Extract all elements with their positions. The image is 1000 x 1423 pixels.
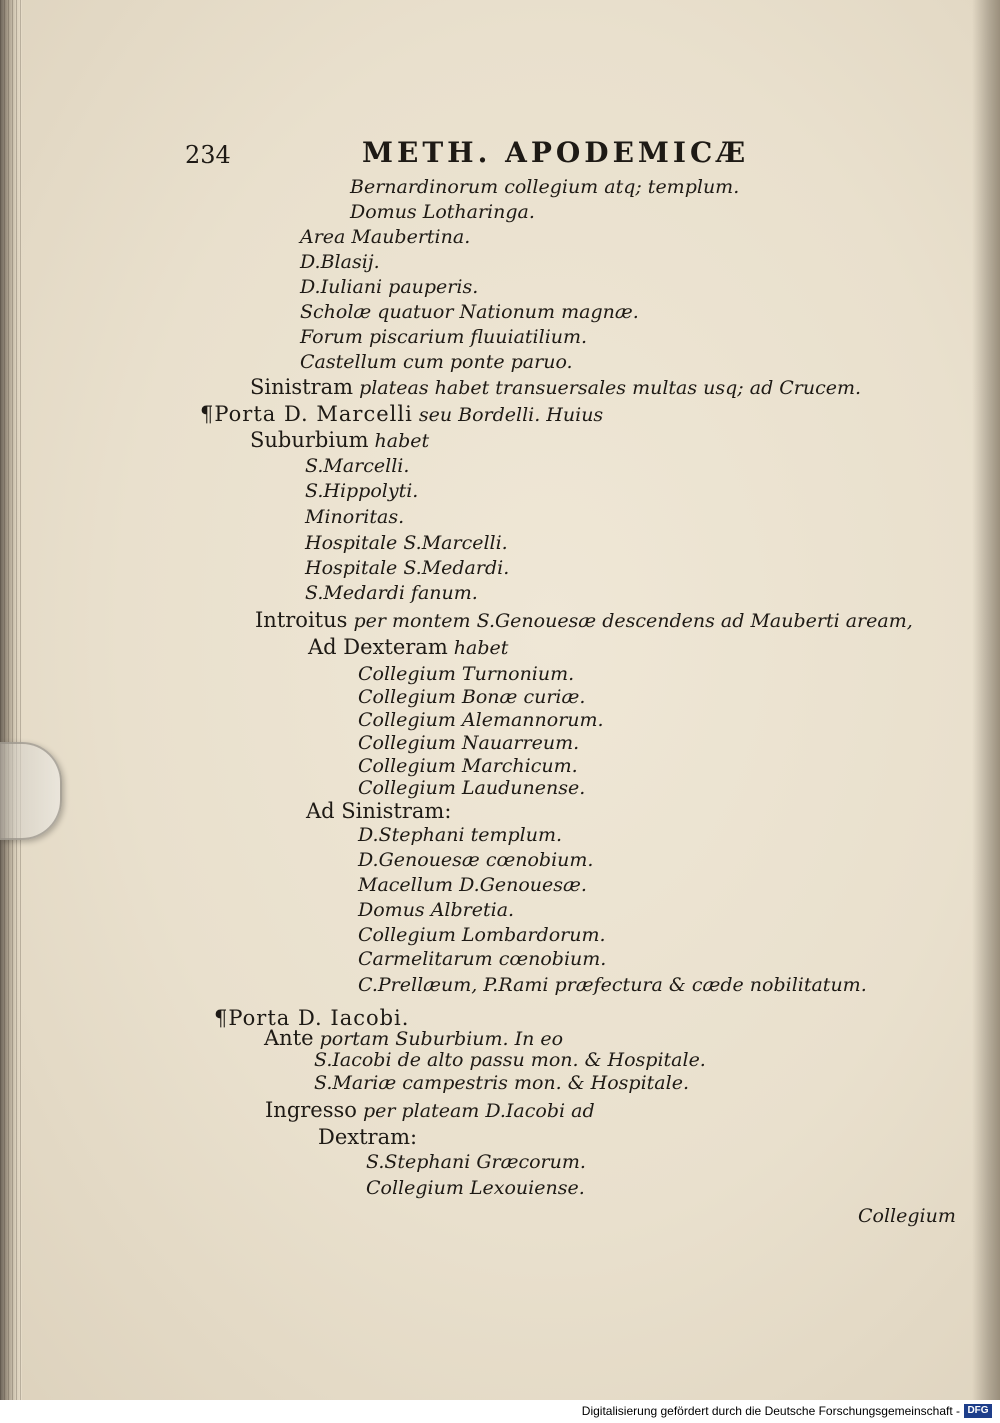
- text-line: Carmelitarum cœnobium.: [358, 948, 607, 970]
- text-lead: Ingresso: [265, 1098, 357, 1122]
- text-line: D.Stephani templum.: [358, 824, 562, 846]
- text-line: S.Mariæ campestris mon. & Hospitale.: [314, 1072, 689, 1094]
- text-line: [255, 610, 913, 631]
- text-line: Collegium Lombardorum.: [358, 924, 606, 946]
- footer-bar: [0, 1400, 1000, 1423]
- text-line: Collegium Marchicum.: [358, 755, 578, 777]
- text-rest: portam Suburbium. In eo: [313, 1028, 564, 1050]
- text-rest: seu Bordelli. Huius: [412, 404, 604, 426]
- text-lead: Ad Sinistram:: [306, 799, 452, 823]
- footer-credit: Digitalisierung gefördert durch die Deutsche Forschungsgemeinschaft -: [581, 1404, 960, 1418]
- text-line: [318, 1127, 417, 1148]
- text-line: Collegium Nauarreum.: [358, 732, 580, 754]
- text-line: D.Genouesæ cœnobium.: [358, 849, 594, 871]
- running-title: METH. APODEMICÆ: [362, 136, 750, 169]
- text-line: [308, 637, 508, 658]
- text-lead: Sinistram: [250, 375, 354, 399]
- text-line: Minoritas.: [305, 506, 405, 528]
- text-line: [264, 1028, 563, 1049]
- text-line: S.Stephani Græcorum.: [366, 1151, 586, 1173]
- text-line: Bernardinorum collegium atq; templum.: [350, 176, 740, 198]
- text-line: [265, 1100, 595, 1121]
- text-line: Collegium Turnonium.: [358, 663, 575, 685]
- text-line: Scholæ quatuor Nationum magnæ.: [300, 301, 639, 323]
- page-stack-edge: [0, 0, 24, 1400]
- text-line: Hospitale S.Medardi.: [305, 557, 510, 579]
- text-lead: Dextram:: [318, 1125, 418, 1149]
- text-line: S.Marcelli.: [305, 455, 410, 477]
- text-line: Collegium Laudunense.: [358, 777, 586, 799]
- text-rest: habet: [368, 430, 430, 452]
- text-line: Collegium Lexouiense.: [366, 1177, 585, 1199]
- text-line: Macellum D.Genouesæ.: [358, 874, 587, 896]
- text-lead: Ad Dexteram: [308, 635, 448, 659]
- text-rest: habet: [447, 637, 509, 659]
- text-lead: Introitus: [255, 608, 348, 632]
- text-lead: Suburbium: [250, 428, 369, 452]
- text-line: Hospitale S.Marcelli.: [305, 532, 508, 554]
- dfg-logo: DFG: [964, 1404, 992, 1418]
- text-line: Domus Albretia.: [358, 899, 515, 921]
- text-line: Forum piscarium fluuiatilium.: [300, 326, 588, 348]
- text-line: D.Blasij.: [300, 251, 380, 273]
- page-number: 234: [185, 141, 231, 169]
- text-line: S.Iacobi de alto passu mon. & Hospitale.: [314, 1049, 706, 1071]
- page-clip: [0, 742, 62, 840]
- text-line: S.Hippolyti.: [305, 480, 419, 502]
- text-line: C.Prellæum, P.Rami præfectura & cæde nobilitatum.: [358, 974, 867, 996]
- text-line: D.Iuliani pauperis.: [300, 276, 479, 298]
- text-line: Castellum cum ponte paruo.: [300, 351, 573, 373]
- text-line: Domus Lotharinga.: [350, 201, 535, 223]
- text-line: S.Medardi fanum.: [305, 582, 478, 604]
- page-right-shadow: [972, 0, 1000, 1400]
- text-rest: per plateam D.Iacobi ad: [356, 1100, 595, 1122]
- text-line: [306, 801, 451, 822]
- text-line: Area Maubertina.: [300, 226, 471, 248]
- text-lead: ¶Porta D. Iacobi.: [214, 1006, 410, 1030]
- text-lead: Ante: [264, 1026, 314, 1050]
- text-rest: per montem S.Genouesæ descendens ad Mauberti aream,: [347, 610, 913, 632]
- text-line: Collegium Bonæ curiæ.: [358, 686, 586, 708]
- text-lead: ¶Porta D. Marcelli: [200, 402, 413, 426]
- text-rest: plateas habet transuersales multas usq; ad Crucem.: [353, 377, 862, 399]
- text-line: [250, 377, 861, 398]
- text-line: [250, 430, 429, 451]
- text-line: Collegium Alemannorum.: [358, 709, 604, 731]
- section-heading: [200, 404, 603, 425]
- catchword: Collegium: [858, 1205, 956, 1227]
